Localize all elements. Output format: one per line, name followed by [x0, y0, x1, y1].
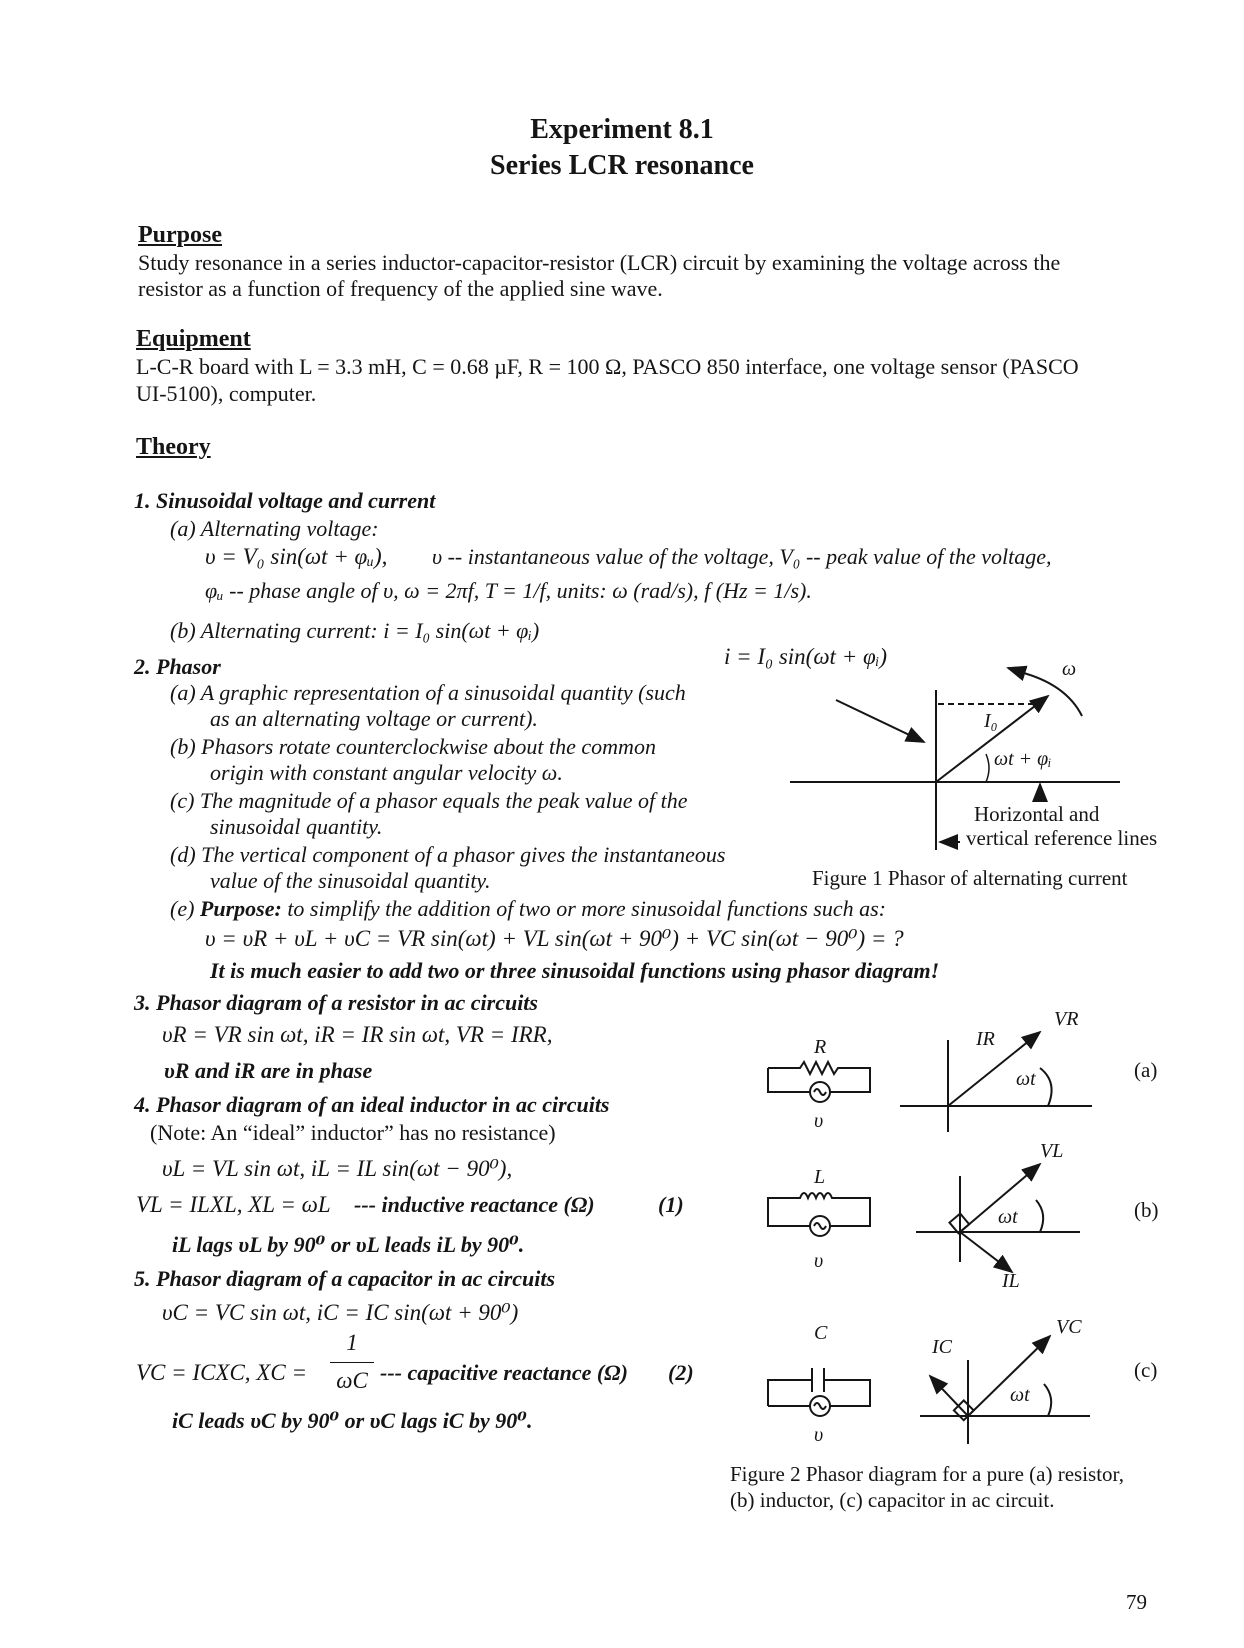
fraction-numerator: 1 [346, 1330, 358, 1355]
capacitor-lead-note: iC leads υC by 90⁰ or υC lags iC by 90⁰. [172, 1408, 533, 1433]
phasor-e-purpose: Purpose: [199, 896, 282, 921]
figure1-caption: Figure 1 Phasor of alternating current [812, 866, 1128, 890]
voltage-description-1: υ -- instantaneous value of the voltage, V₀ -- peak value of the voltage, [432, 544, 1052, 569]
capacitor-label: C [814, 1322, 828, 1344]
phasor-e-line [170, 896, 886, 922]
phasor-e-text: to simplify the addition of two or more sinusoidal functions such as: [287, 896, 886, 921]
purpose-line-2: resistor as a function of frequency of the applied sine wave. [138, 276, 663, 301]
capacitor-equation-2: VC = ICXC, XC = [136, 1360, 307, 1385]
phasor-e-label: (e) [170, 896, 195, 921]
capacitor-wt-label: ωt [1010, 1384, 1030, 1406]
figure1-equation: i = I₀ sin(ωt + φᵢ) [724, 644, 887, 669]
section-1b-current: (b) Alternating current: i = I₀ sin(ωt + φᵢ) [170, 618, 540, 643]
figure1-pointer [836, 700, 924, 742]
inductor-wt-label: ωt [998, 1206, 1018, 1228]
fraction-bar [330, 1362, 374, 1363]
purpose-heading: Purpose [138, 222, 222, 248]
resistor-label: R [814, 1036, 827, 1058]
figure1-rotation-arrow [1008, 668, 1024, 673]
inductor-equation-2: VL = ILXL, XL = ωL [136, 1192, 331, 1217]
figure2-label-b: (b) [1134, 1198, 1159, 1222]
fraction-denominator: ωC [336, 1368, 368, 1393]
figure2-caption-1: Figure 2 Phasor diagram for a pure (a) resistor, [730, 1462, 1124, 1486]
equipment-line-2: UI-5100), computer. [136, 381, 317, 406]
resistor-equation: υR = VR sin ωt, iR = IR sin ωt, VR = IRR, [162, 1022, 553, 1047]
theory-heading: Theory [136, 434, 211, 460]
inductor-circuit [768, 1193, 870, 1236]
resistor-wt-label: ωt [1016, 1068, 1036, 1090]
phasor-d-line-1: (d) The vertical component of a phasor gives the instantaneous [170, 842, 726, 867]
vr-label: VR [1054, 1008, 1079, 1030]
section-5-heading: 5. Phasor diagram of a capacitor in ac circuits [134, 1266, 556, 1291]
il-label: IL [1002, 1270, 1020, 1292]
voltage-description-2: φᵤ -- phase angle of υ, ω = 2πf, T = 1/f, units: ω (rad/s), f (Hz = 1/s). [205, 578, 812, 603]
phasor-a-line-1: (a) A graphic representation of a sinusoidal quantity (such [170, 680, 686, 705]
equation-number-1: (1) [658, 1192, 684, 1217]
resistor-circuit [768, 1062, 870, 1102]
inductor-lag-note: iL lags υL by 90⁰ or υL leads iL by 90⁰. [172, 1232, 525, 1257]
purpose-line-1: Study resonance in a series inductor-capacitor-resistor (LCR) circuit by examining the voltage across the [138, 250, 1061, 275]
capacitor-circuit [768, 1368, 870, 1416]
section-1-heading: 1. Sinusoidal voltage and current [134, 488, 436, 513]
figure1-ref-line-2: vertical reference lines [966, 826, 1158, 850]
sum-equation: υ = υR + υL + υC = VR sin(ωt) + VL sin(ωt + 90⁰) + VC sin(ωt − 90⁰) = ? [205, 926, 904, 951]
section-2-heading: 2. Phasor [134, 654, 221, 679]
page-title: Experiment 8.1 [530, 114, 714, 145]
equation-number-2: (2) [668, 1360, 694, 1385]
page-number: 79 [1126, 1590, 1147, 1614]
inductive-reactance-label: --- inductive reactance (Ω) [354, 1192, 595, 1217]
resistor-source-label: υ [814, 1110, 824, 1132]
phasor-d-line-2: value of the sinusoidal quantity. [210, 868, 491, 893]
figure2-label-c: (c) [1134, 1358, 1158, 1382]
inductor-note: (Note: An “ideal” inductor” has no resistance) [150, 1120, 556, 1145]
resistor-phase-note: υR and iR are in phase [164, 1058, 373, 1083]
capacitive-reactance-label: --- capacitive reactance (Ω) [380, 1360, 628, 1385]
figure1-omega-label: ω [1062, 658, 1077, 680]
phasor-c-line-1: (c) The magnitude of a phasor equals the peak value of the [170, 788, 688, 813]
figure2-caption-2: (b) inductor, (c) capacitor in ac circuit. [730, 1488, 1055, 1512]
figure1-angle-label: ωt + φᵢ [994, 748, 1052, 770]
voltage-equation: υ = V₀ sin(ωt + φᵤ), [205, 544, 388, 569]
section-3-heading: 3. Phasor diagram of a resistor in ac circuits [134, 990, 538, 1015]
resistor-phasor [900, 1032, 1092, 1132]
inductor-equation-1: υL = VL sin ωt, iL = IL sin(ωt − 90⁰), [162, 1156, 513, 1181]
capacitor-equation-1: υC = VC sin ωt, iC = IC sin(ωt + 90⁰) [162, 1300, 519, 1325]
section-1a-label: (a) Alternating voltage: [170, 516, 379, 541]
capacitor-source-label: υ [814, 1424, 824, 1446]
figure1-ref-line-1: Horizontal and [974, 802, 1100, 826]
vc-label: VC [1056, 1316, 1082, 1338]
phasor-b-line-2: origin with constant angular velocity ω. [210, 760, 563, 785]
page-subtitle: Series LCR resonance [490, 150, 754, 181]
phasor-b-line-1: (b) Phasors rotate counterclockwise about the common [170, 734, 656, 759]
figure2-label-a: (a) [1134, 1058, 1158, 1082]
phasor-a-line-2: as an alternating voltage or current). [210, 706, 538, 731]
vl-label: VL [1040, 1140, 1064, 1162]
section-4-heading: 4. Phasor diagram of an ideal inductor in ac circuits [134, 1092, 610, 1117]
ir-label: IR [976, 1028, 995, 1050]
figure1-angle-arc [986, 754, 989, 782]
phasor-note: It is much easier to add two or three sinusoidal functions using phasor diagram! [210, 958, 940, 983]
phasor-c-line-2: sinusoidal quantity. [210, 814, 383, 839]
inductor-source-label: υ [814, 1250, 824, 1272]
equipment-heading: Equipment [136, 326, 251, 352]
figure1-i0-label: I₀ [984, 710, 998, 732]
inductor-label: L [814, 1166, 826, 1188]
ic-label: IC [932, 1336, 952, 1358]
equipment-line-1: L-C-R board with L = 3.3 mH, C = 0.68 µF, R = 100 Ω, PASCO 850 interface, one voltage sensor (PASCO [136, 354, 1079, 379]
